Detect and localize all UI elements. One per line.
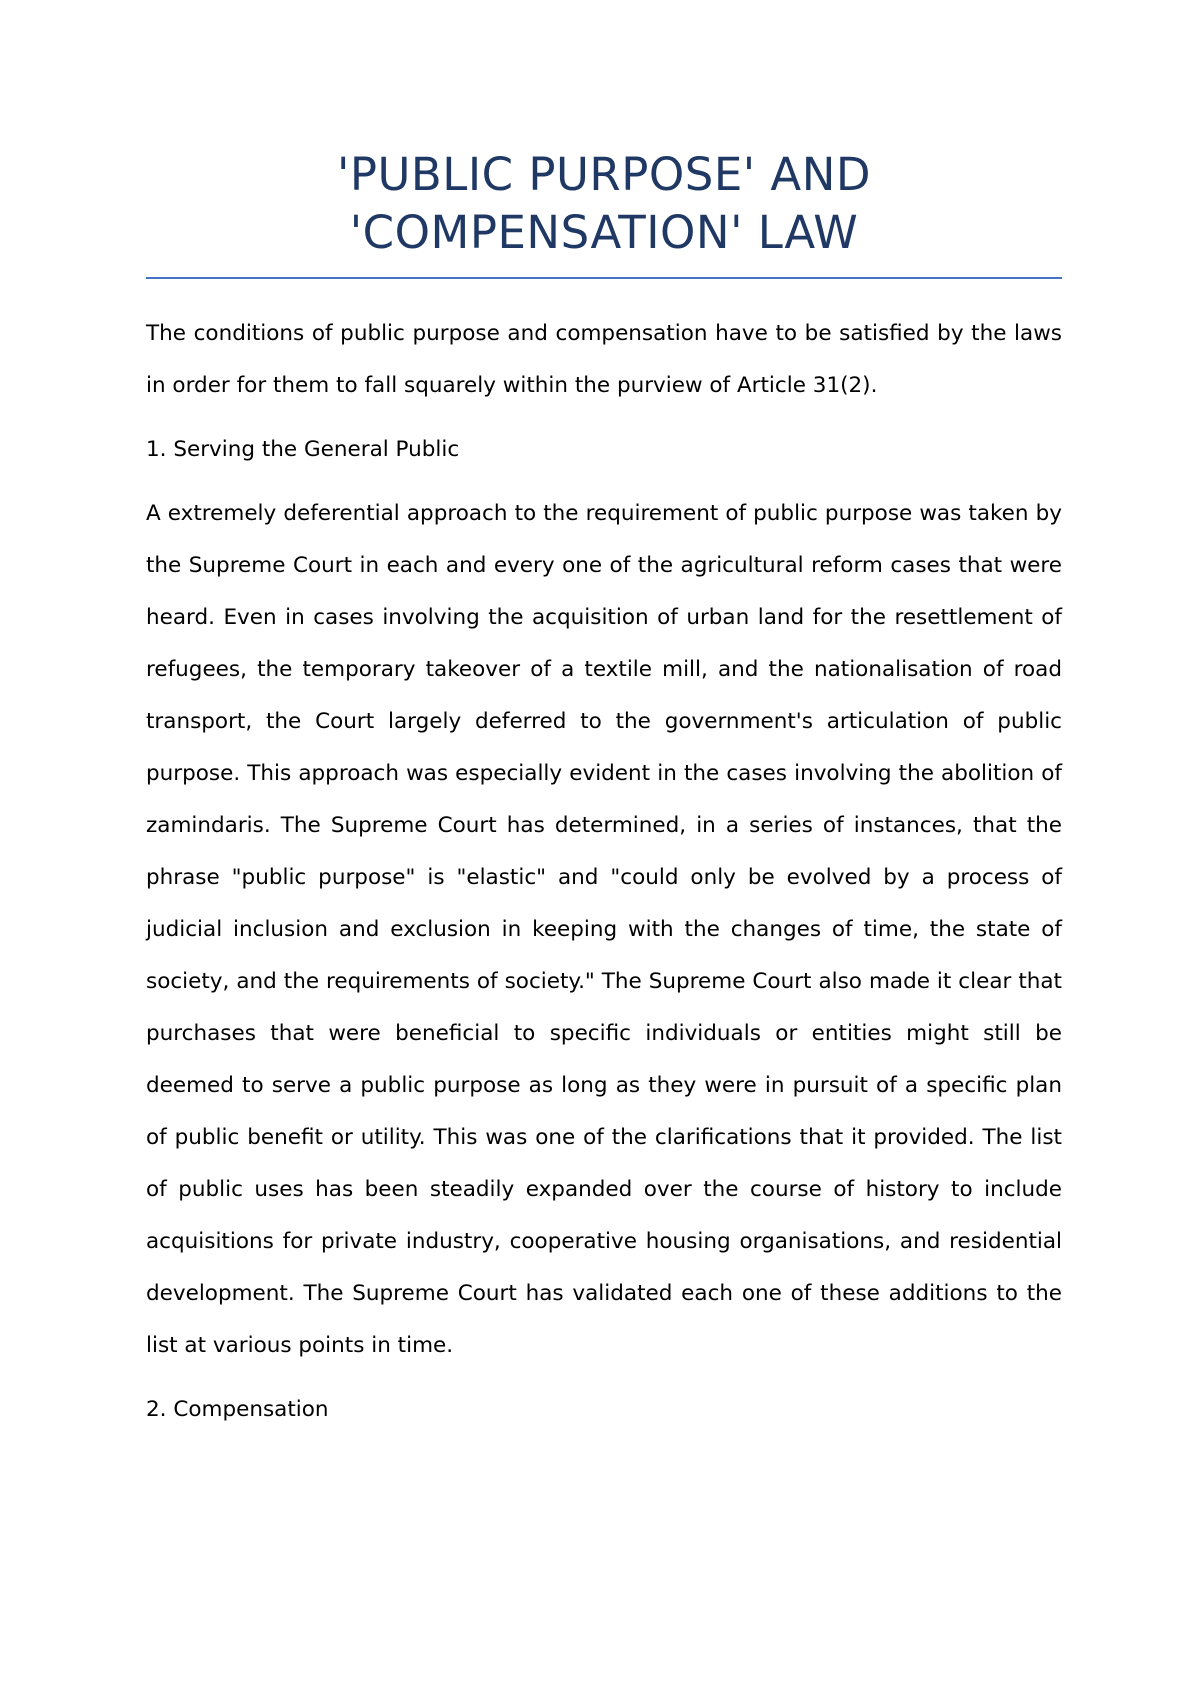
intro-paragraph: The conditions of public purpose and compensation have to be satisfied by the laws in order for them to fall squarely within the purview of Article 31(2). bbox=[146, 321, 1062, 398]
section-body-public-purpose: A extremely deferential approach to the requirement of public purpose was taken by the Supreme Court in each and every one of the agricultural reform cases that were heard. Even in cases involving the acquisition of urban land for the resettlement of refugees, the temporary takeover of a textile mill, and the nationalisation of road transport, the Court largely deferred to the government's articulation of public purpose. This approach was especially evident in the cases involving the abolition of zamindaris. The Supreme Court has determined, in a series of instances, that the phrase "public purpose" is "elastic" and "could only be evolved by a process of judicial inclusion and exclusion in keeping with the changes of time, the state of society, and the requirements of society." The Supreme Court also made it clear that purchases that were beneficial to specific individuals or entities might still be deemed to serve a public purpose as long as they were in pursuit of a specific plan of public benefit or utility. This was one of the clarifications that it provided. The list of public uses has been steadily expanded over the course of history to include acquisitions for private industry, cooperative housing organisations, and residential development. The Supreme Court has validated each one of these additions to the list at various points in time. bbox=[146, 501, 1062, 1358]
section-heading-public-purpose: 1. Serving the General Public bbox=[146, 437, 460, 462]
section-heading-compensation: 2. Compensation bbox=[146, 1397, 329, 1422]
document-body bbox=[146, 308, 1062, 1448]
title-divider bbox=[146, 277, 1062, 279]
document-title: 'PUBLIC PURPOSE' AND 'COMPENSATION' LAW bbox=[336, 148, 872, 259]
